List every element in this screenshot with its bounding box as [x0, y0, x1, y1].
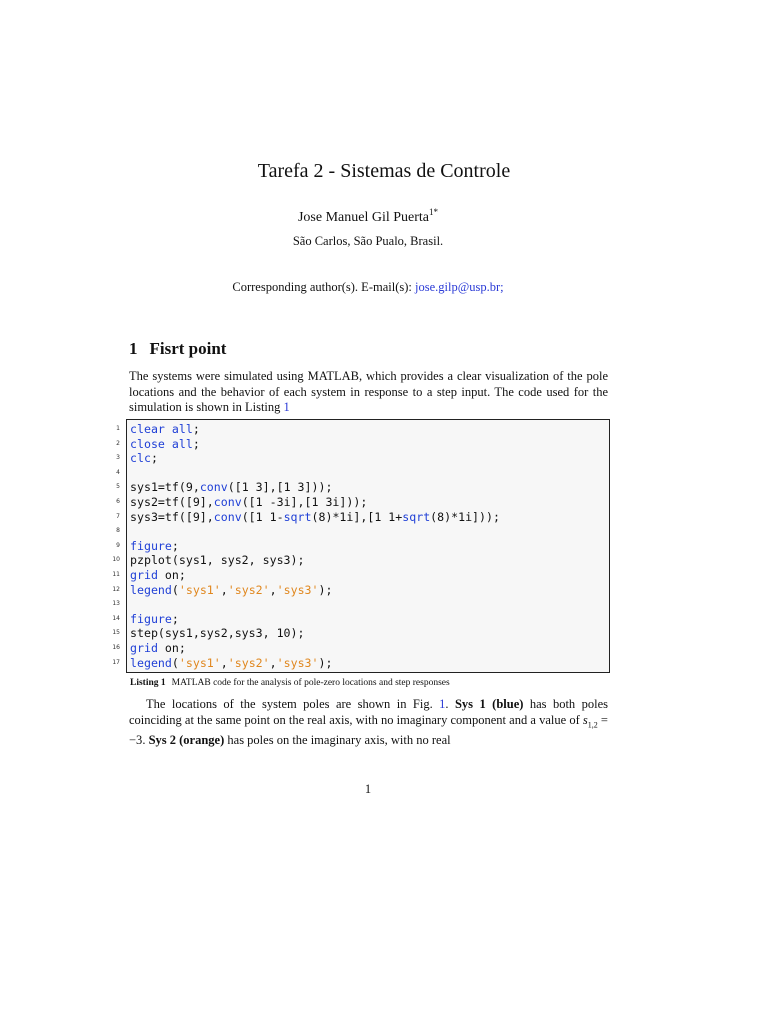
code-line [130, 422, 200, 437]
code-text: ( [171, 582, 179, 597]
code-text: (8)*1i],[1 1+ [311, 509, 403, 524]
listing-caption [130, 678, 450, 688]
paragraph-intro-text: The systems were simulated using MATLAB, which provides a clear visualization of the pole locations and the behavior of each system in response to a step input. The code used for the simulation is shown in Listing [129, 369, 608, 414]
listing-caption-text: MATLAB code for the analysis of pole-zero locations and step responses [171, 678, 450, 688]
section-title: Fisrt point [149, 339, 227, 358]
code-string: 'sys1' [178, 582, 221, 597]
code-keyword: clear all [130, 422, 193, 436]
sys1-label: Sys 1 (blue) [454, 697, 524, 711]
code-text: , [220, 655, 228, 670]
figure-reference-link[interactable]: 1 [439, 697, 446, 711]
code-text: pzplot(sys1, sys2, sys3); [130, 553, 305, 568]
code-text: , [269, 582, 277, 597]
code-keyword: legend [130, 655, 172, 670]
line-number: 2 [116, 439, 120, 447]
code-string: 'sys3' [276, 655, 319, 670]
code-text: ; [150, 451, 158, 466]
math-subscript: 1,2 [587, 720, 598, 729]
line-number: 14 [112, 614, 120, 622]
code-line [130, 656, 332, 671]
line-number: 4 [116, 468, 120, 476]
section-number: 1 [129, 339, 138, 358]
listing-reference-link[interactable]: 1 [283, 400, 290, 414]
paragraph-intro [129, 369, 608, 416]
code-string: 'sys2' [227, 582, 270, 597]
code-line [130, 539, 179, 554]
affiliation: São Carlos, São Pualo, Brasil. [292, 234, 444, 248]
code-keyword: sqrt [283, 509, 312, 524]
line-number: 15 [112, 629, 120, 637]
code-text: sys1=tf(9, [130, 480, 200, 495]
line-number: 12 [112, 585, 120, 593]
code-line [130, 568, 186, 583]
author-marker: 1* [429, 207, 439, 217]
code-text: step(sys1,sys2,sys3, 10); [130, 626, 305, 641]
code-text: ([1 -3i],[1 3i])); [241, 495, 368, 509]
code-text: on; [157, 641, 186, 655]
code-line [130, 480, 332, 495]
code-keyword: close all [130, 436, 193, 451]
code-line [130, 451, 158, 466]
author-line [0, 207, 736, 226]
line-number: 1 [116, 425, 120, 432]
code-text: (8)*1i])); [430, 509, 500, 524]
line-number: 7 [116, 512, 120, 520]
code-keyword: figure [130, 611, 172, 626]
line-number: 16 [112, 644, 120, 651]
code-text: ([1 3],[1 3])); [227, 480, 333, 495]
code-keyword: grid [130, 568, 158, 582]
line-number: 11 [112, 571, 120, 578]
code-keyword: figure [130, 538, 172, 553]
paragraph-poles-text-4: . [142, 732, 149, 747]
listing-caption-label: Listing 1 [130, 678, 166, 688]
code-line [130, 641, 186, 656]
code-keyword: clc [130, 451, 151, 466]
code-keyword: legend [130, 582, 172, 597]
paragraph-poles-text-3: has both poles coinciding at the same point on the real axis, with no imaginary component and a value of [129, 697, 609, 727]
page-number: 1 [364, 782, 372, 796]
paragraph-poles-text-1: The locations of the system poles are shown in Fig. [146, 697, 440, 711]
line-number: 9 [116, 541, 120, 549]
line-number: 13 [112, 600, 120, 608]
sys2-label: Sys 2 (orange) [148, 732, 225, 747]
code-listing [126, 419, 610, 673]
code-line [130, 583, 332, 598]
author-name: Jose Manuel Gil Puerta [297, 210, 430, 225]
math-symbol: s [582, 712, 588, 727]
paragraph-poles-text-5: has poles on the imaginary axis, with no real [224, 732, 451, 747]
code-keyword: sqrt [402, 509, 431, 524]
code-line [130, 626, 305, 641]
code-text: ; [192, 422, 200, 436]
code-keyword: conv [213, 509, 242, 524]
code-text: , [269, 655, 277, 670]
line-number: 5 [116, 483, 120, 491]
corresponding-suffix: ; [500, 280, 504, 294]
code-string: 'sys2' [227, 655, 270, 670]
code-text: , [220, 582, 228, 597]
paragraph-poles [129, 697, 608, 748]
code-text: ); [318, 582, 333, 597]
code-text: ; [192, 436, 200, 451]
code-text: sys2=tf([9], [130, 495, 214, 509]
email-link[interactable]: jose.gilp@usp.br [415, 280, 501, 294]
code-string: 'sys1' [178, 655, 221, 670]
code-text: ( [171, 655, 179, 670]
code-text: ); [318, 655, 333, 670]
paragraph-poles-text-2: . [445, 697, 455, 711]
code-text: sys3=tf([9], [130, 509, 214, 524]
line-number: 10 [112, 556, 120, 564]
code-line [130, 553, 305, 568]
code-text: ; [171, 538, 179, 553]
code-line [130, 437, 200, 452]
code-line [130, 612, 179, 627]
code-line [130, 510, 500, 525]
line-number: 17 [112, 658, 120, 666]
line-number: 8 [116, 527, 120, 535]
corresponding-author [0, 280, 736, 295]
section-heading [129, 339, 226, 359]
code-text: ; [171, 611, 179, 626]
line-number: 3 [116, 454, 120, 462]
corresponding-prefix: Corresponding author(s). E-mail(s): [232, 280, 415, 294]
paper-title: Tarefa 2 - Sistemas de Controle [257, 160, 511, 182]
code-text: on; [157, 568, 186, 582]
code-keyword: conv [199, 480, 228, 495]
math-equation: = −3 [129, 712, 608, 747]
code-line [130, 495, 367, 510]
code-text: ([1 1- [241, 509, 284, 524]
code-keyword: conv [213, 495, 242, 509]
line-number: 6 [116, 498, 120, 505]
code-keyword: grid [130, 641, 158, 655]
code-string: 'sys3' [276, 582, 319, 597]
